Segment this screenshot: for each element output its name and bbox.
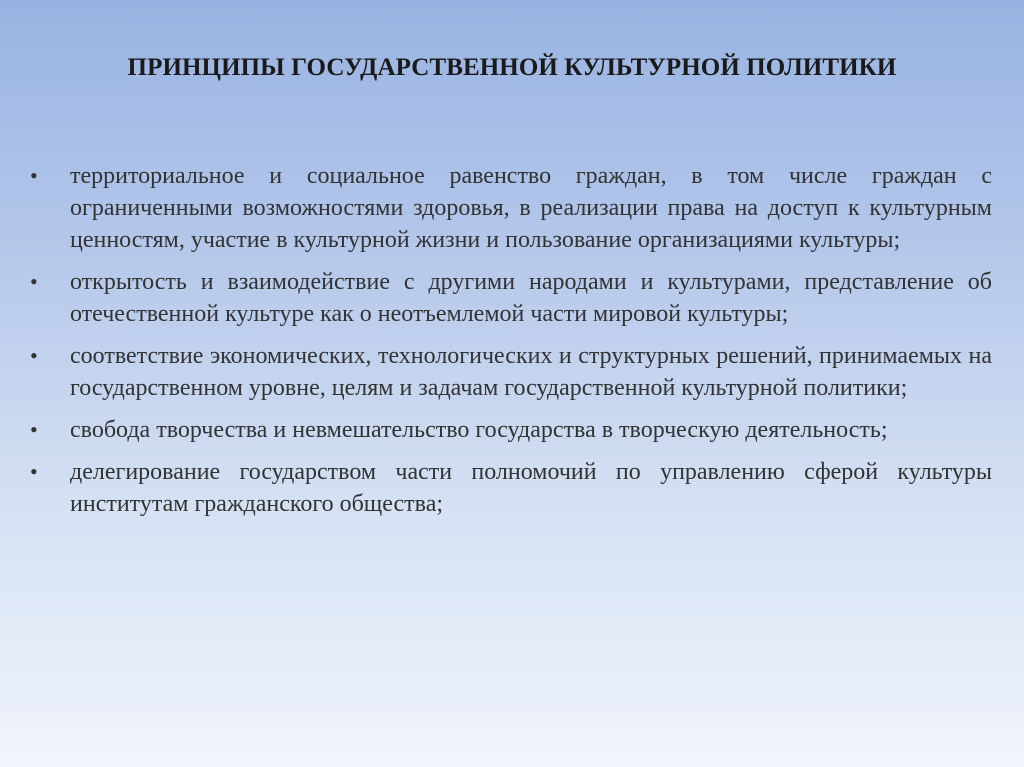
bullet-icon: • xyxy=(30,269,38,294)
list-item-text: свобода творчества и невмешательство государства в творческую деятельность; xyxy=(70,417,888,443)
slide-title: ПРИНЦИПЫ ГОСУДАРСТВЕННОЙ КУЛЬТУРНОЙ ПОЛИТИКИ xyxy=(127,54,897,81)
list-item-text: соответствие экономических, технологических и структурных решений, принимаемых на государственном уровне, целям и задачам государственной культурной политики; xyxy=(70,343,992,401)
bullet-icon: • xyxy=(30,459,38,484)
list-item-text: территориальное и социальное равенство граждан, в том числе граждан с ограниченными возможностями здоровья, в реализации права на доступ к культурным ценностям, участие в культурной жизни и пользование организациями культуры; xyxy=(70,163,992,253)
list-item xyxy=(30,414,992,446)
bullet-icon: • xyxy=(30,417,38,442)
list-item xyxy=(30,340,992,404)
list-item xyxy=(30,266,992,330)
list-item-text: открытость и взаимодействие с другими народами и культурами, представление об отечественной культуре как о неотъемлемой части мировой культуры; xyxy=(70,269,992,327)
principles-list xyxy=(30,160,992,530)
list-item xyxy=(30,456,992,520)
bullet-icon: • xyxy=(30,163,38,188)
list-item-text: делегирование государством части полномочий по управлению сферой культуры институтам гражданского общества; xyxy=(70,459,992,517)
list-item xyxy=(30,160,992,256)
bullet-icon: • xyxy=(30,343,38,368)
